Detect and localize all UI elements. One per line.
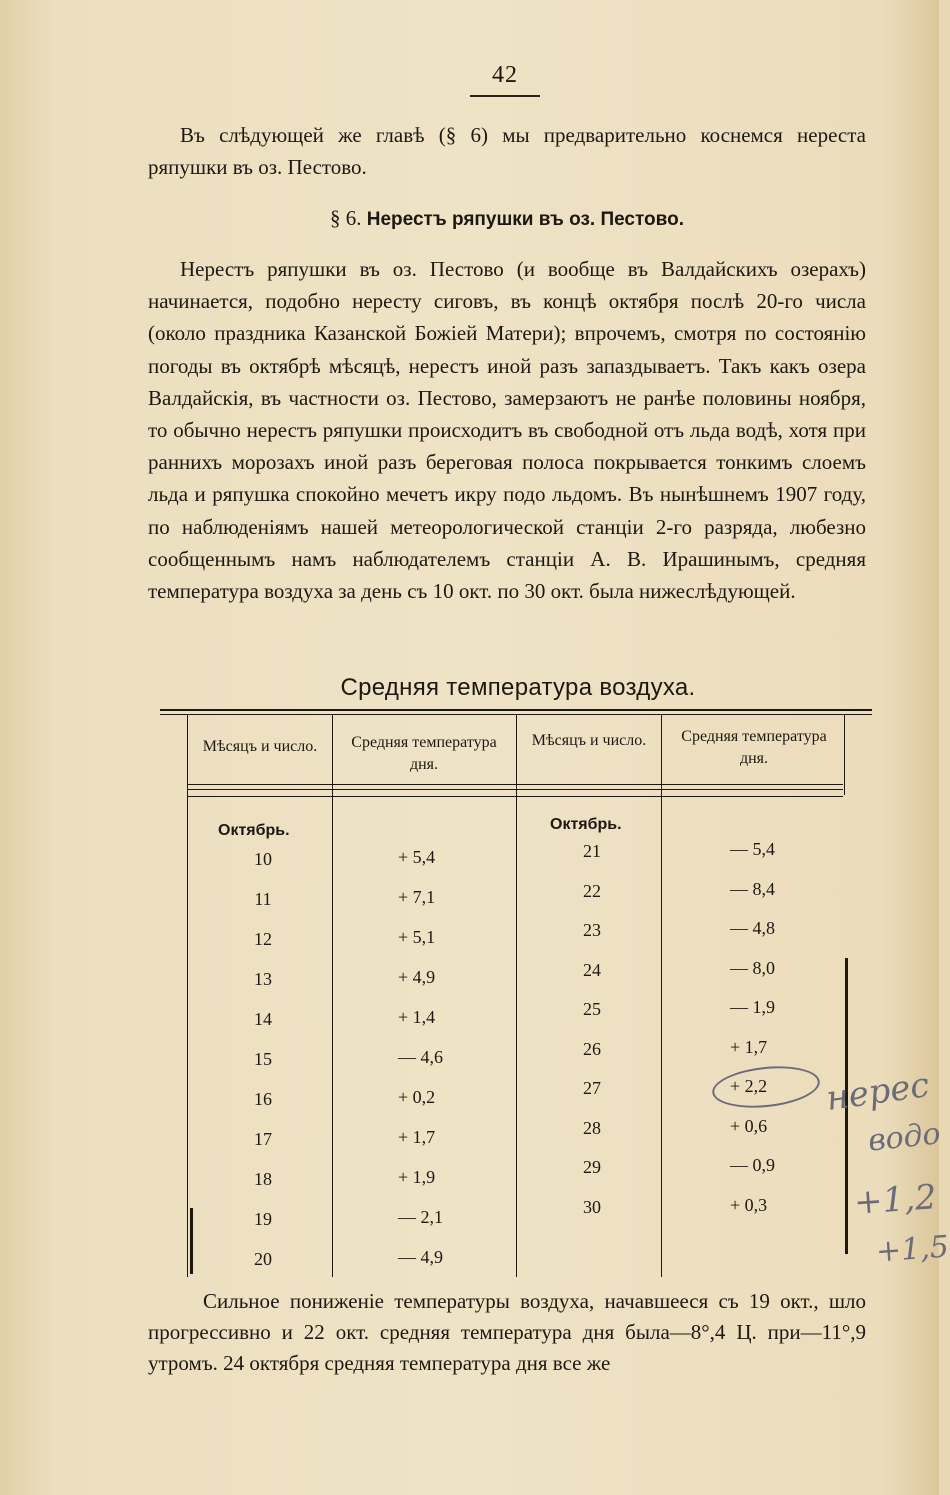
header-month-right: Мѣсяцъ и число.	[531, 732, 647, 749]
table-day-cell: 16	[254, 1089, 272, 1109]
margin-mark-left	[190, 1208, 193, 1274]
table-temp-cell: — 4,8	[730, 918, 775, 938]
table-temp-cell: — 4,9	[398, 1247, 443, 1267]
table-day-cell: 18	[254, 1169, 272, 1189]
table-day-cell: 29	[583, 1157, 601, 1177]
table-day-cell: 12	[254, 929, 272, 949]
month-label-left: Октябрь.	[218, 822, 290, 839]
table-top-rule	[160, 709, 872, 711]
table-temp-cell: — 1,9	[730, 997, 775, 1017]
table-day-cell: 23	[583, 920, 601, 940]
col-border-left	[187, 715, 188, 1277]
table-temp-cell: — 4,6	[398, 1047, 443, 1067]
table-temp-cell: — 8,0	[730, 957, 775, 978]
table-day-cell: 22	[583, 880, 601, 901]
paragraph-spawning: Нерестъ ряпушки въ оз. Пестово (и вообще въ Валдайскихъ озерахъ) начинается, подобно нересту сиговъ, въ концѣ октября послѣ 20-го числа (около праздника Казанской Божіей Матери); впрочемъ, смотря по состоянію погоды въ октябрѣ мѣсяцѣ, нерестъ иной разъ запаздываетъ. Такъ какъ озера Валдайскія, въ частности оз. Пестово, замерзаютъ не ранѣе половины ноября, то обычно нерестъ ряпушки происходитъ въ свободной отъ льда водѣ, хотя при раннихъ морозахъ иной разъ береговая полоса покрывается тонкимъ слоемъ льда и ряпушка спокойно мечетъ икру подо льдомъ. Въ нынѣшнемъ 1907 году, по наблюденіямъ нашей метеорологической станціи 2-го разряда, любезно сообщеннымъ намъ наблюдателемъ станціи А. В. Ирашинымъ, средняя температура воздуха за день съ 10 окт. по 30 окт. была нижеслѣдующей.	[148, 257, 866, 604]
table-temp-cell: + 2,2	[730, 1076, 768, 1096]
page-number-rule	[470, 95, 540, 97]
col-border-2	[516, 715, 517, 1277]
table-temp-cell: — 2,1	[398, 1207, 443, 1227]
table-day-cell: 30	[583, 1196, 601, 1217]
table-day-cell: 17	[254, 1129, 272, 1149]
paragraph-intro: Въ слѣдующей же главѣ (§ 6) мы предварительно коснемся нереста ряпушки въ оз. Пестово.	[148, 123, 866, 180]
table-temp-cell: + 1,7	[730, 1036, 768, 1057]
table-temp-cell: + 0,2	[398, 1087, 436, 1107]
table-temp-cell: + 4,9	[398, 967, 436, 987]
handwritten-note-3: +1,2	[852, 1177, 938, 1223]
table-day-cell: 21	[583, 841, 601, 861]
table-day-cell: 10	[254, 849, 272, 869]
handwritten-note-4: +1,5	[874, 1229, 950, 1270]
table-temp-cell: + 1,9	[398, 1167, 436, 1187]
table-temp-cell: + 0,3	[730, 1194, 768, 1215]
header-month-left: Мѣсяцъ и число.	[202, 738, 318, 755]
table-temp-cell: + 5,4	[398, 847, 436, 867]
table-temp-cell: + 5,1	[398, 927, 436, 947]
header-temp-right: Средняя температура дня.	[681, 728, 827, 767]
table-day-cell: 19	[254, 1209, 272, 1229]
page-number: 42	[492, 62, 518, 88]
handwritten-circle	[710, 1061, 822, 1112]
table-day-cell: 26	[583, 1038, 601, 1059]
table-temp-cell: — 8,4	[730, 878, 775, 899]
table-temp-cell: + 0,6	[730, 1115, 768, 1136]
handwritten-note-1: нерес	[823, 1064, 932, 1120]
paragraph-conclusion: Сильное пониженіе температуры воздуха, начавшееся съ 19 окт., шло прогрессивно и 22 окт. средняя температура дня была—8°,4 Ц. при—11°,9 утромъ. 24 октября средняя температура дня все же	[148, 1289, 866, 1375]
handwritten-note-2: водо	[866, 1116, 943, 1159]
table-temp-cell: — 0,9	[730, 1155, 775, 1175]
table-temp-cell: + 1,7	[398, 1127, 436, 1147]
table-day-cell: 27	[583, 1078, 601, 1098]
table-day-cell: 28	[583, 1117, 601, 1138]
header-temp-left: Средняя температура дня.	[351, 734, 497, 773]
table-temp-cell: — 5,4	[730, 839, 775, 859]
table-title: Средняя температура воздуха.	[340, 674, 696, 701]
table-day-cell: 20	[254, 1249, 272, 1269]
col-border-1	[332, 715, 333, 1277]
col-border-right	[844, 715, 845, 795]
table-day-cell: 24	[583, 959, 601, 980]
table-temp-cell: + 1,4	[398, 1007, 436, 1027]
table-day-cell: 15	[254, 1049, 272, 1069]
table-day-cell: 14	[254, 1009, 272, 1029]
table-temp-cell: + 7,1	[398, 887, 436, 907]
month-label-right: Октябрь.	[550, 816, 622, 833]
table-day-cell: 11	[254, 889, 272, 909]
table-day-cell: 13	[254, 969, 272, 989]
col-border-3	[661, 715, 662, 1277]
section-heading	[148, 206, 866, 231]
section-title: Нерестъ ряпушки въ оз. Пестово.	[366, 209, 684, 230]
section-number: § 6.	[330, 206, 362, 230]
table-day-cell: 25	[583, 999, 601, 1019]
